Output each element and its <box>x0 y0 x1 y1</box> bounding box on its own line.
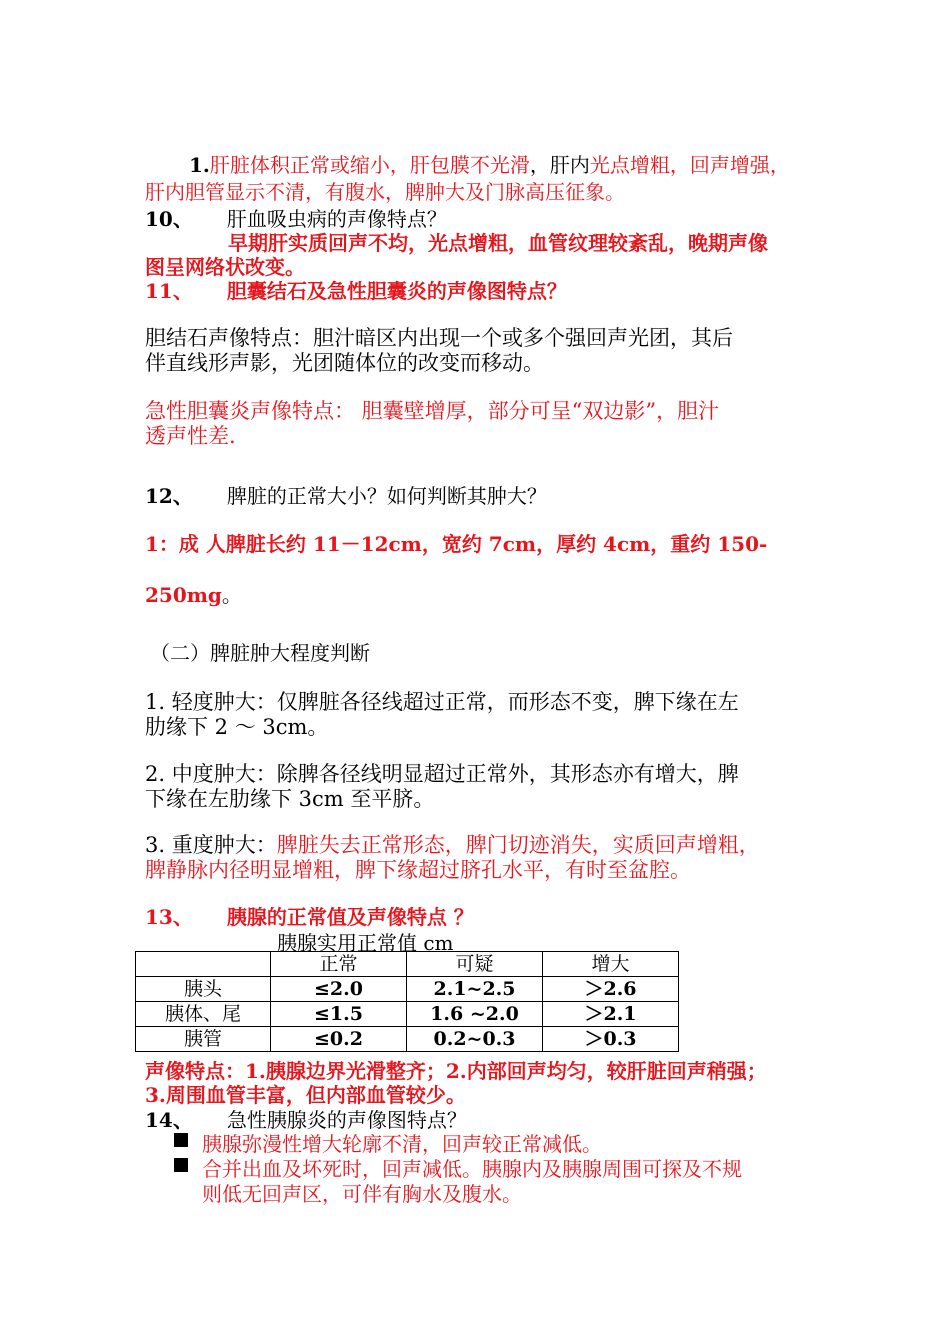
answer-text-red: 250mg <box>145 583 222 607</box>
paragraph-line: 1. 轻度肿大：仅脾脏各径线超过正常，而形态不变，脾下缘在左 <box>145 690 739 714</box>
table-cell: ≤2.0 <box>271 977 407 1002</box>
question-number: 12、 <box>145 484 193 508</box>
answer-text: ，肝内 <box>529 153 590 177</box>
paragraph-line: 胆结石声像特点：胆汁暗区内出现一个或多个强回声光团，其后 <box>145 326 733 350</box>
list-item: 则低无回声区，可伴有胸水及腹水。 <box>202 1182 522 1206</box>
table-cell: 胰体、尾 <box>136 1002 271 1027</box>
bullet-square-icon <box>174 1133 188 1147</box>
table-header-cell: 增大 <box>543 952 679 977</box>
question-number: 14、 <box>145 1108 193 1132</box>
table-cell: 2.1~2.5 <box>407 977 543 1002</box>
question-text: 脾脏的正常大小？如何判断其肿大？ <box>226 484 547 508</box>
list-item: 胰腺弥漫性增大轮廓不清，回声较正常减低。 <box>202 1132 602 1156</box>
answer-line: 早期肝实质回声不均，光点增粗，血管纹理较紊乱，晚期声像 <box>228 231 768 255</box>
question-number: 10、 <box>145 207 193 231</box>
table-row <box>136 1027 679 1052</box>
table-cell: ≤0.2 <box>271 1027 407 1052</box>
question-text: 急性胰腺炎的声像图特点？ <box>226 1108 467 1132</box>
answer-line: 3.周围血管丰富，但内部血管较少。 <box>145 1083 466 1107</box>
table-cell: ＞2.6 <box>543 977 679 1002</box>
question-text: 胰腺的正常值及声像特点 ？ <box>226 905 474 929</box>
table-row <box>136 1002 679 1027</box>
paragraph-text-red: 脾脏失去正常形态，脾门切迹消失，实质回声增粗， <box>276 833 760 857</box>
answer-line <box>189 149 869 178</box>
answer-text-red: 肝脏体积正常或缩小，肝包膜不光滑 <box>209 153 530 177</box>
paragraph-line: 下缘在左肋缘下 3cm 至平脐。 <box>145 787 435 811</box>
paragraph-line: 脾静脉内径明显增粗，脾下缘超过脐孔水平，有时至盆腔。 <box>145 858 691 882</box>
answer-line: 1：成 人脾脏长约 11－12cm，宽约 7cm，厚约 4cm，重约 150- <box>145 532 768 556</box>
table-cell: 1.6 ~2.0 <box>407 1002 543 1027</box>
question-number: 11、 <box>145 279 193 303</box>
answer-line: 图呈网络状改变。 <box>145 255 305 279</box>
table-header-row <box>136 952 679 977</box>
paragraph-line: 急性胆囊炎声像特点： 胆囊壁增厚，部分可呈“双边影”，胆汁 <box>145 399 720 423</box>
table-cell: ＞2.1 <box>543 1002 679 1027</box>
question-text: 胆囊结石及急性胆囊炎的声像图特点？ <box>226 279 567 303</box>
answer-number: 1. <box>189 153 210 177</box>
table-cell: 胰头 <box>136 977 271 1002</box>
table-cell: ＞0.3 <box>543 1027 679 1052</box>
question-number: 13、 <box>145 905 193 929</box>
table-title: 胰腺实用正常值 cm <box>277 931 454 955</box>
answer-text: 。 <box>221 583 242 607</box>
question-13 <box>145 901 825 930</box>
answer-line <box>145 579 825 608</box>
table-header-cell: 可疑 <box>407 952 543 977</box>
normal-values-table <box>135 951 679 1052</box>
question-11 <box>145 275 825 304</box>
question-12 <box>145 480 825 509</box>
paragraph-line: 透声性差. <box>145 424 236 448</box>
answer-line: 声像特点：1.胰腺边界光滑整齐；2.内部回声均匀，较肝脏回声稍强； <box>145 1059 767 1083</box>
bullet-square-icon <box>174 1158 188 1172</box>
subheading: （二）脾脏肿大程度判断 <box>150 641 370 665</box>
answer-line: 肝内胆管显示不清，有腹水，脾肿大及门脉高压征象。 <box>145 180 625 204</box>
list-item: 合并出血及坏死时，回声减低。胰腺内及胰腺周围可探及不规 <box>202 1157 742 1181</box>
table-header-cell: 正常 <box>271 952 407 977</box>
answer-text-red: 光点增粗，回声增强， <box>589 153 790 177</box>
question-text: 肝血吸虫病的声像特点？ <box>226 207 447 231</box>
table-cell: ≤1.5 <box>271 1002 407 1027</box>
table-cell: 0.2~0.3 <box>407 1027 543 1052</box>
paragraph-line: 伴直线形声影，光团随体位的改变而移动。 <box>145 351 544 375</box>
table-row <box>136 977 679 1002</box>
paragraph-line: 肋缘下 2 ～ 3cm。 <box>145 715 329 739</box>
paragraph-label: 3. 重度肿大： <box>145 833 277 857</box>
table-header-cell <box>136 952 271 977</box>
paragraph-line: 2. 中度肿大：除脾各径线明显超过正常外，其形态亦有增大，脾 <box>145 762 739 786</box>
table-cell: 胰管 <box>136 1027 271 1052</box>
